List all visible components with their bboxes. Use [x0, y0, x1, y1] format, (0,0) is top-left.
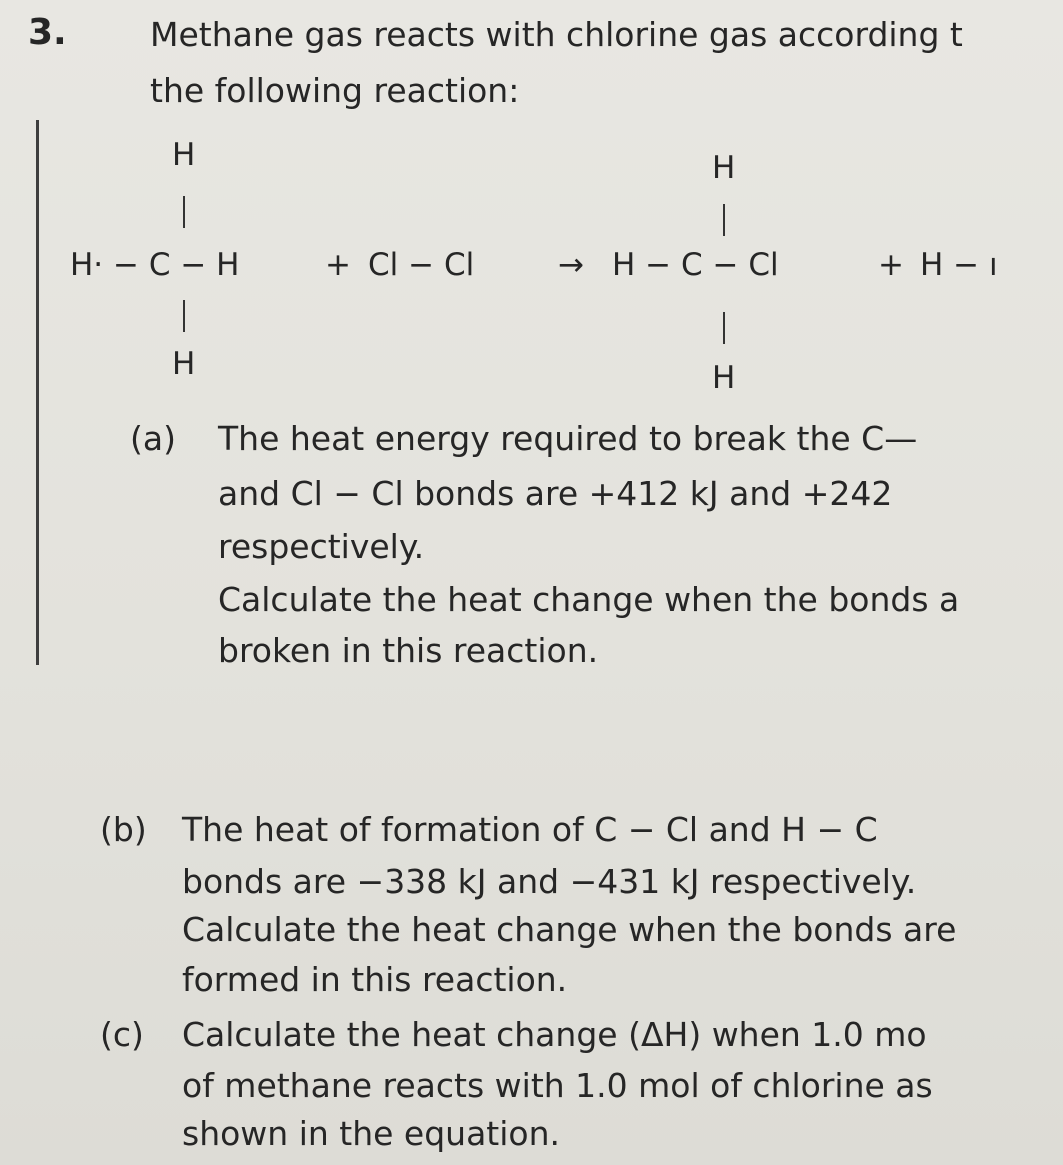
part-b-line-2: bonds are −338 kJ and −431 kJ respectively. — [182, 862, 917, 901]
reaction-arrow: → — [558, 247, 584, 283]
part-a-line-2: and Cl − Cl bonds are +412 kJ and +242 — [218, 474, 893, 513]
part-b-line-3: Calculate the heat change when the bonds are — [182, 910, 957, 949]
chloromethane-formula: H − C − Cl — [612, 247, 779, 283]
chloromethane-bottom-bond — [723, 312, 725, 344]
methane-top-bond — [183, 196, 185, 228]
margin-line — [36, 120, 39, 665]
part-b-line-4: formed in this reaction. — [182, 960, 568, 999]
chloromethane-bottom-h: H — [712, 360, 736, 396]
part-a-line-3: respectively. — [218, 527, 425, 566]
part-a-line-1: The heat energy required to break the C— — [218, 419, 918, 458]
chloromethane-top-h: H — [712, 150, 736, 186]
part-c-line-3: shown in the equation. — [182, 1114, 561, 1153]
part-c-label: (c) — [100, 1015, 144, 1054]
methane-bottom-h: H — [172, 346, 196, 382]
part-b-line-1: The heat of formation of C − Cl and H − C — [182, 810, 878, 849]
part-a-line-4: Calculate the heat change when the bonds a — [218, 580, 960, 619]
part-c-line-2: of methane reacts with 1.0 mol of chlorine as — [182, 1066, 933, 1105]
part-a-line-5: broken in this reaction. — [218, 631, 599, 670]
plus-sign-1: + — [325, 247, 351, 283]
part-b-label: (b) — [100, 810, 147, 849]
plus-sign-2: + — [878, 247, 904, 283]
chlorine-formula: Cl − Cl — [368, 247, 475, 283]
chloromethane-top-bond — [723, 204, 725, 236]
hcl-formula: H − ı — [920, 247, 998, 283]
intro-line-2: the following reaction: — [150, 71, 520, 110]
methane-bottom-bond — [183, 300, 185, 332]
part-a-label: (a) — [130, 419, 176, 458]
methane-top-h: H — [172, 137, 196, 173]
question-number: 3. — [28, 12, 67, 53]
methane-formula: H· − C − H — [70, 247, 240, 283]
part-c-line-1: Calculate the heat change (ΔH) when 1.0 mo — [182, 1015, 927, 1054]
intro-line-1: Methane gas reacts with chlorine gas according t — [150, 15, 963, 54]
